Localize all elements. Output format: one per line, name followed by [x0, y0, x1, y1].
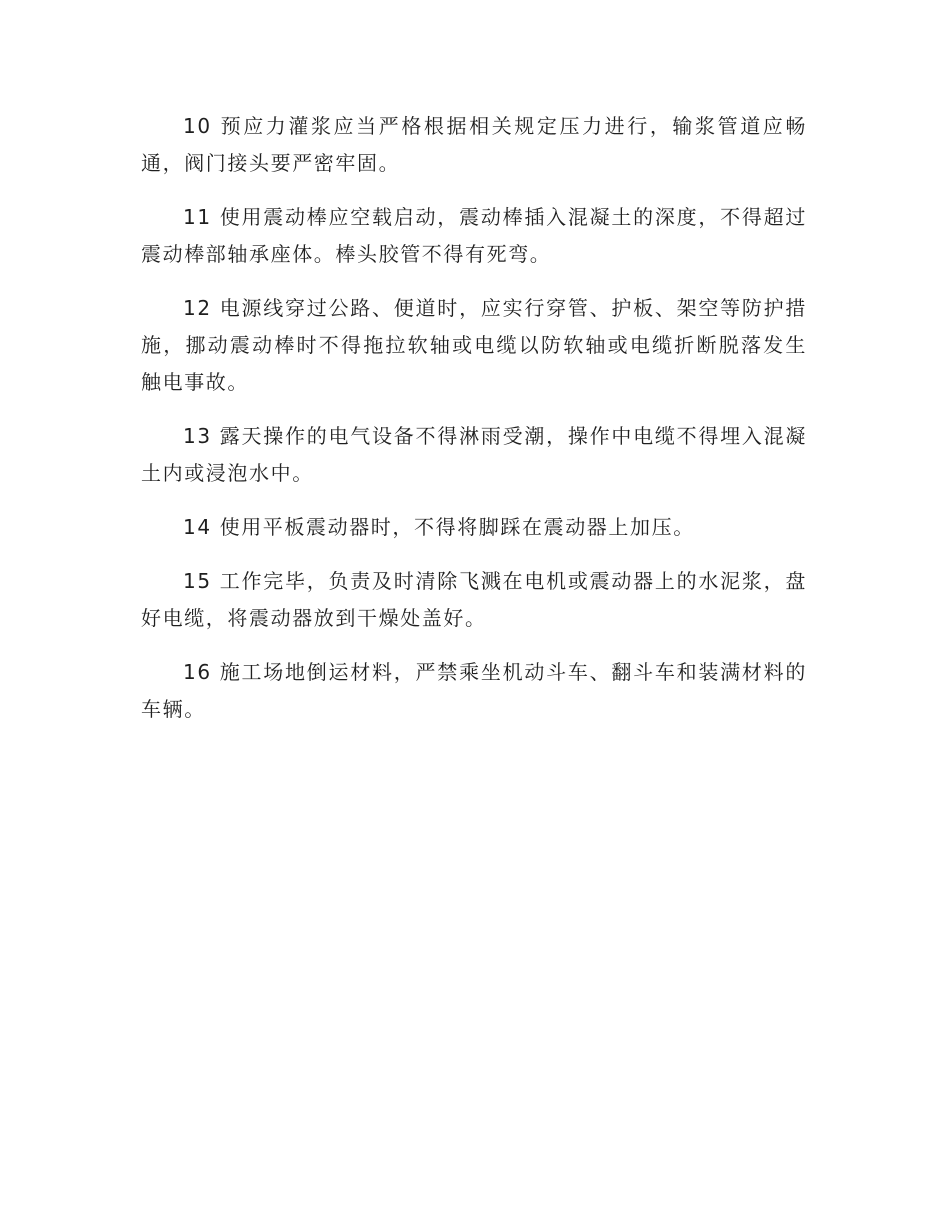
paragraph-16: 16 施工场地倒运材料，严禁乘坐机动斗车、翻斗车和装满材料的车辆。 [141, 660, 807, 721]
paragraph-10: 10 预应力灌浆应当严格根据相关规定压力进行，输浆管道应畅通，阀门接头要严密牢固。 [141, 114, 807, 175]
paragraph-14: 14 使用平板震动器时，不得将脚踩在震动器上加压。 [183, 515, 695, 539]
paragraph-11: 11 使用震动棒应空载启动，震动棒插入混凝土的深度，不得超过震动棒部轴承座体。棒头胶管不得有死弯。 [141, 205, 807, 266]
document-body [141, 108, 807, 745]
paragraph-12: 12 电源线穿过公路、便道时，应实行穿管、护板、架空等防护措施，挪动震动棒时不得拖拉软轴或电缆以防软轴或电缆折断脱落发生触电事故。 [141, 296, 807, 394]
paragraph-13: 13 露天操作的电气设备不得淋雨受潮，操作中电缆不得埋入混凝土内或浸泡水中。 [141, 424, 807, 485]
paragraph-15: 15 工作完毕，负责及时清除飞溅在电机或震动器上的水泥浆，盘好电缆，将震动器放到干燥处盖好。 [141, 569, 807, 630]
